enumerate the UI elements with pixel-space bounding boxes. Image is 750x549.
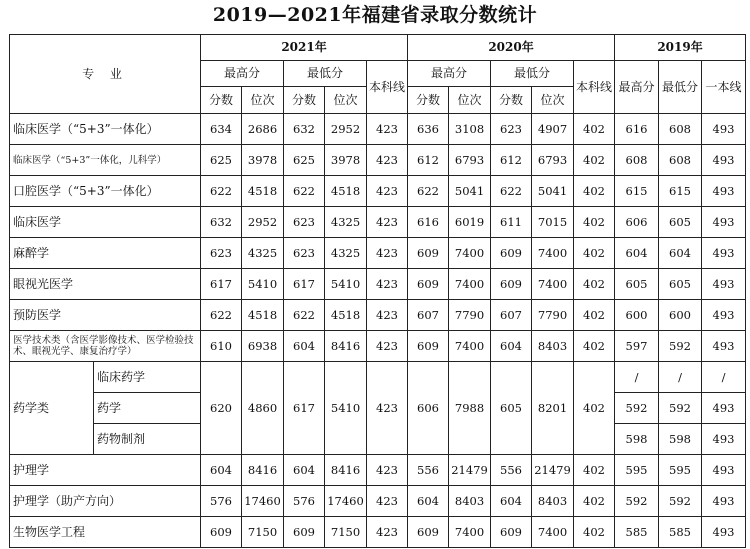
score-cell: 423 <box>367 517 408 548</box>
score-cell: 609 <box>201 517 242 548</box>
major-name: 口腔医学（“5+3”一体化） <box>10 176 201 207</box>
score-cell: 592 <box>615 486 659 517</box>
line-header-2019: 一本线 <box>702 61 746 114</box>
score-cell: 605 <box>615 269 659 300</box>
score-cell: 600 <box>659 300 702 331</box>
score-cell: 592 <box>659 486 702 517</box>
score-cell: 4860 <box>242 362 284 455</box>
score-cell: 423 <box>367 176 408 207</box>
line-header-2020: 本科线 <box>574 61 615 114</box>
score-cell: 623 <box>491 114 532 145</box>
score-cell: 402 <box>574 300 615 331</box>
score-cell: 7400 <box>532 238 574 269</box>
score-cell: 622 <box>284 176 325 207</box>
score-cell: 423 <box>367 238 408 269</box>
score-cell: 423 <box>367 207 408 238</box>
score-cell: 423 <box>367 145 408 176</box>
score-cell: 615 <box>659 176 702 207</box>
score-cell: 632 <box>284 114 325 145</box>
score-header: 分数 <box>201 87 242 114</box>
score-cell: 7790 <box>449 300 491 331</box>
score-cell: 6793 <box>532 145 574 176</box>
line-header-2021: 本科线 <box>367 61 408 114</box>
score-cell: 7150 <box>242 517 284 548</box>
score-cell: 604 <box>408 486 449 517</box>
score-cell: 5041 <box>532 176 574 207</box>
score-cell: 625 <box>201 145 242 176</box>
major-group-name: 药学类 <box>10 362 94 455</box>
table-row <box>10 207 746 238</box>
max-header-2019: 最高分 <box>615 61 659 114</box>
score-header: 分数 <box>284 87 325 114</box>
score-cell: 622 <box>201 300 242 331</box>
score-cell: 609 <box>284 517 325 548</box>
max-header-2020: 最高分 <box>408 61 491 87</box>
score-cell: 423 <box>367 486 408 517</box>
score-cell: 3108 <box>449 114 491 145</box>
major-header: 专 业 <box>10 35 201 114</box>
score-cell: 636 <box>408 114 449 145</box>
score-cell: 604 <box>201 455 242 486</box>
score-cell: 611 <box>491 207 532 238</box>
score-cell: 623 <box>201 238 242 269</box>
score-cell: 402 <box>574 455 615 486</box>
page-title: 2019—2021年福建省录取分数统计 <box>212 4 538 26</box>
score-cell: 617 <box>284 269 325 300</box>
score-cell: 423 <box>367 114 408 145</box>
score-cell: 585 <box>615 517 659 548</box>
score-cell: 595 <box>615 455 659 486</box>
score-cell: 6019 <box>449 207 491 238</box>
score-cell: 622 <box>201 176 242 207</box>
rank-header: 位次 <box>242 87 284 114</box>
major-name: 预防医学 <box>10 300 201 331</box>
score-cell: 493 <box>702 176 746 207</box>
score-cell: 6793 <box>449 145 491 176</box>
score-cell: 4325 <box>242 238 284 269</box>
score-cell: 7790 <box>532 300 574 331</box>
score-cell: 7015 <box>532 207 574 238</box>
score-cell: 616 <box>615 114 659 145</box>
score-cell: 4325 <box>325 238 367 269</box>
score-cell: 606 <box>615 207 659 238</box>
table-row <box>10 300 746 331</box>
score-cell: 493 <box>702 145 746 176</box>
score-cell: 620 <box>201 362 242 455</box>
score-cell: 8416 <box>242 455 284 486</box>
table-row <box>10 331 746 362</box>
major-name: 临床医学 <box>10 207 201 238</box>
score-cell: 402 <box>574 207 615 238</box>
score-cell: 7150 <box>325 517 367 548</box>
score-cell: 5410 <box>325 269 367 300</box>
score-cell: 610 <box>201 331 242 362</box>
score-cell: 402 <box>574 362 615 455</box>
score-cell: 21479 <box>449 455 491 486</box>
major-name: 生物医学工程 <box>10 517 201 548</box>
score-cell: 5410 <box>242 269 284 300</box>
score-cell: 607 <box>491 300 532 331</box>
score-cell: 600 <box>615 300 659 331</box>
score-cell: 423 <box>367 269 408 300</box>
score-cell: 617 <box>284 362 325 455</box>
score-cell: 5410 <box>325 362 367 455</box>
score-cell: 423 <box>367 331 408 362</box>
score-cell: 8403 <box>449 486 491 517</box>
score-cell: 3978 <box>325 145 367 176</box>
score-cell: 609 <box>491 269 532 300</box>
score-cell: 3978 <box>242 145 284 176</box>
table-row <box>10 517 746 548</box>
score-cell: 609 <box>491 238 532 269</box>
score-cell: 625 <box>284 145 325 176</box>
score-cell: 609 <box>491 517 532 548</box>
score-cell: 609 <box>408 269 449 300</box>
score-cell: 576 <box>201 486 242 517</box>
score-cell: 556 <box>491 455 532 486</box>
score-cell: 17460 <box>325 486 367 517</box>
score-cell: 493 <box>702 331 746 362</box>
table-row <box>10 486 746 517</box>
score-cell: 592 <box>659 331 702 362</box>
score-cell: 605 <box>659 207 702 238</box>
score-cell: 493 <box>702 207 746 238</box>
score-cell: 7988 <box>449 362 491 455</box>
score-cell: 609 <box>408 238 449 269</box>
sub-major-name: 临床药学 <box>94 362 201 393</box>
year-header-row <box>10 35 746 61</box>
score-cell: 4325 <box>325 207 367 238</box>
score-cell: 7400 <box>449 269 491 300</box>
score-cell: 608 <box>615 145 659 176</box>
score-cell: 607 <box>408 300 449 331</box>
min-header-2019: 最低分 <box>659 61 702 114</box>
major-name: 护理学 <box>10 455 201 486</box>
score-cell: 493 <box>702 238 746 269</box>
score-cell: 616 <box>408 207 449 238</box>
table-row <box>10 145 746 176</box>
score-cell: 402 <box>574 114 615 145</box>
score-cell: 8403 <box>532 331 574 362</box>
score-cell: 493 <box>702 424 746 455</box>
score-cell: 402 <box>574 238 615 269</box>
score-cell: / <box>615 362 659 393</box>
score-cell: 604 <box>491 331 532 362</box>
year-2019-header: 2019年 <box>615 35 746 61</box>
score-cell: 609 <box>408 517 449 548</box>
score-cell: 604 <box>615 238 659 269</box>
score-cell: 4518 <box>325 176 367 207</box>
rank-header: 位次 <box>532 87 574 114</box>
score-cell: 622 <box>408 176 449 207</box>
score-cell: 21479 <box>532 455 574 486</box>
score-cell: 4518 <box>242 300 284 331</box>
score-cell: 7400 <box>532 517 574 548</box>
score-cell: 556 <box>408 455 449 486</box>
score-cell: 423 <box>367 455 408 486</box>
score-cell: 634 <box>201 114 242 145</box>
score-cell: 402 <box>574 269 615 300</box>
score-cell: 585 <box>659 517 702 548</box>
score-cell: 493 <box>702 393 746 424</box>
score-cell: 604 <box>284 331 325 362</box>
score-cell: 402 <box>574 176 615 207</box>
rank-header: 位次 <box>449 87 491 114</box>
score-cell: 592 <box>615 393 659 424</box>
score-cell: 7400 <box>449 331 491 362</box>
score-cell: 617 <box>201 269 242 300</box>
score-cell: 608 <box>659 114 702 145</box>
score-cell: 612 <box>491 145 532 176</box>
sub-major-name: 药学 <box>94 393 201 424</box>
score-cell: / <box>702 362 746 393</box>
score-cell: 8416 <box>325 455 367 486</box>
score-cell: 4518 <box>242 176 284 207</box>
score-cell: 605 <box>491 362 532 455</box>
score-cell: 7400 <box>449 517 491 548</box>
score-cell: 8403 <box>532 486 574 517</box>
score-cell: 4907 <box>532 114 574 145</box>
score-cell: 608 <box>659 145 702 176</box>
score-cell: 2686 <box>242 114 284 145</box>
score-cell: 402 <box>574 486 615 517</box>
major-name: 临床医学（“5+3”一体化，儿科学） <box>10 145 201 176</box>
score-cell: 7400 <box>449 238 491 269</box>
score-cell: 423 <box>367 300 408 331</box>
score-cell: 604 <box>659 238 702 269</box>
major-name: 护理学（助产方向） <box>10 486 201 517</box>
score-cell: 612 <box>408 145 449 176</box>
max-header-2021: 最高分 <box>201 61 284 87</box>
major-name: 麻醉学 <box>10 238 201 269</box>
score-cell: 493 <box>702 455 746 486</box>
score-cell: 597 <box>615 331 659 362</box>
score-cell: 609 <box>408 331 449 362</box>
score-cell: 493 <box>702 114 746 145</box>
score-cell: 402 <box>574 517 615 548</box>
score-cell: / <box>659 362 702 393</box>
table-row <box>10 176 746 207</box>
score-cell: 605 <box>659 269 702 300</box>
table-row <box>10 238 746 269</box>
score-table <box>9 34 746 548</box>
table-row <box>10 114 746 145</box>
score-cell: 493 <box>702 300 746 331</box>
score-cell: 623 <box>284 207 325 238</box>
table-row <box>10 455 746 486</box>
score-cell: 7400 <box>532 269 574 300</box>
score-header: 分数 <box>491 87 532 114</box>
score-cell: 595 <box>659 455 702 486</box>
score-cell: 622 <box>491 176 532 207</box>
score-cell: 17460 <box>242 486 284 517</box>
score-cell: 598 <box>615 424 659 455</box>
score-header: 分数 <box>408 87 449 114</box>
min-header-2021: 最低分 <box>284 61 367 87</box>
score-cell: 5041 <box>449 176 491 207</box>
min-header-2020: 最低分 <box>491 61 574 87</box>
score-cell: 8416 <box>325 331 367 362</box>
score-cell: 8201 <box>532 362 574 455</box>
score-cell: 604 <box>284 455 325 486</box>
score-cell: 4518 <box>325 300 367 331</box>
score-cell: 615 <box>615 176 659 207</box>
year-2020-header: 2020年 <box>408 35 615 61</box>
major-name: 医学技术类（含医学影像技术、医学检验技术、眼视光学、康复治疗学） <box>10 331 201 362</box>
year-2021-header: 2021年 <box>201 35 408 61</box>
major-name: 眼视光医学 <box>10 269 201 300</box>
score-cell: 604 <box>491 486 532 517</box>
score-cell: 2952 <box>325 114 367 145</box>
score-cell: 592 <box>659 393 702 424</box>
rank-header: 位次 <box>325 87 367 114</box>
score-cell: 493 <box>702 517 746 548</box>
score-cell: 598 <box>659 424 702 455</box>
score-cell: 622 <box>284 300 325 331</box>
score-cell: 402 <box>574 331 615 362</box>
score-cell: 606 <box>408 362 449 455</box>
score-cell: 576 <box>284 486 325 517</box>
score-cell: 493 <box>702 269 746 300</box>
score-cell: 6938 <box>242 331 284 362</box>
score-cell: 623 <box>284 238 325 269</box>
sub-major-name: 药物制剂 <box>94 424 201 455</box>
score-cell: 423 <box>367 362 408 455</box>
major-name: 临床医学（“5+3”一体化） <box>10 114 201 145</box>
score-cell: 632 <box>201 207 242 238</box>
score-cell: 402 <box>574 145 615 176</box>
score-cell: 493 <box>702 486 746 517</box>
score-cell: 2952 <box>242 207 284 238</box>
table-row <box>10 269 746 300</box>
table-row <box>10 362 746 393</box>
